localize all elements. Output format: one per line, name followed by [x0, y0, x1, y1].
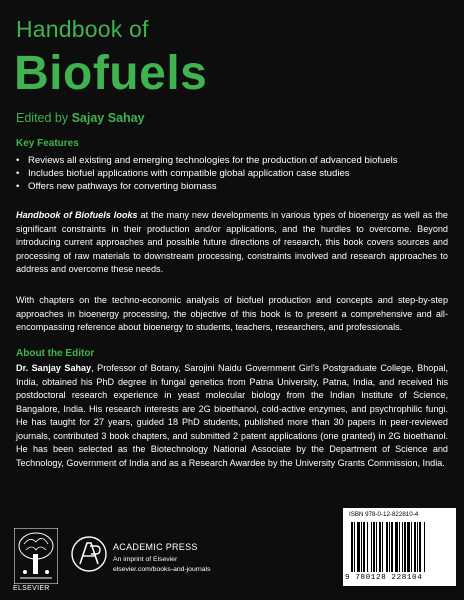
editor-name: Sajay Sahay	[71, 111, 145, 125]
feature-item: • Offers new pathways for converting biomass	[16, 180, 446, 193]
feature-item: • Includes biofuel applications with compatible global application case studies	[16, 167, 446, 180]
editor-bio-name: Dr. Sanjay Sahay	[16, 363, 92, 373]
isbn-label: ISBN 978-0-12-822810-4	[349, 511, 419, 518]
editor-prefix: Edited by	[16, 111, 72, 125]
editor-bio-text: , Professor of Botany, Sarojini Naidu Government Girl’s Postgraduate College, Bhopal, India, obtained his PhD degree in fungal genetics from Patna University, Patna, India, and received his postdoctoral research experience in yeast molecular biology from the Indian Institute of Science, Bangalore, India. His research interests are 2G bioethanol, cold-active enzymes, and psychrophilic fungi. He has taught for 27 years, guided 18 PhD students, published more than 30 papers in peer-reviewed journals, contributed 3 book chapters, and submitted 2 patent applications (one granted) in 2G bioethanol. He has been selected as the Biotechnology National Associate by the Department of Science and Technology, Government of India and as a Research Awardee by the University Grants Commission, India.	[16, 363, 449, 468]
publisher-url: elsevier.com/books-and-journals	[113, 566, 211, 573]
key-features-heading: Key Features	[16, 138, 79, 149]
description-paragraph-1	[16, 209, 448, 277]
academic-press-name: ACADEMIC PRESS	[113, 542, 198, 552]
feature-item: • Reviews all existing and emerging technologies for the production of advanced biofuels	[16, 154, 446, 167]
academic-press-logo-icon	[70, 534, 108, 574]
about-editor-heading: About the Editor	[16, 348, 95, 359]
imprint-note: An imprint of Elsevier	[113, 556, 178, 563]
title-line-1: Handbook of	[16, 16, 149, 42]
editor-line	[16, 111, 145, 125]
title-line-2: Biofuels	[14, 47, 208, 100]
editor-bio	[16, 362, 448, 470]
description-p1-text: at the many new developments in various types of bioenergy as well as the significant constraints in their production and/or applications, and the hurdles to overcome. Beyond introducing current approaches and possible future directions of research, this book covers sources and processing of raw materials to downstream processing, constraints involved and research approaches to address and overcome these needs.	[16, 210, 448, 274]
isbn-digits: 9 780128 228104	[345, 574, 423, 582]
barcode-icon	[351, 522, 448, 572]
elsevier-tree-logo-icon	[14, 528, 58, 584]
description-paragraph-2: With chapters on the techno-economic analysis of biofuel production and concepts and step-by-step approaches in bioenergy processing, the objective of this book is to present a comprehensive and all-encompassing reference about bioenergy to students, teachers, researchers, and professionals.	[16, 295, 448, 332]
barcode-box	[343, 508, 456, 586]
key-features-list	[16, 154, 446, 193]
elsevier-name: ELSEVIER	[13, 585, 50, 592]
description-lead: Handbook of Biofuels looks	[16, 210, 138, 220]
